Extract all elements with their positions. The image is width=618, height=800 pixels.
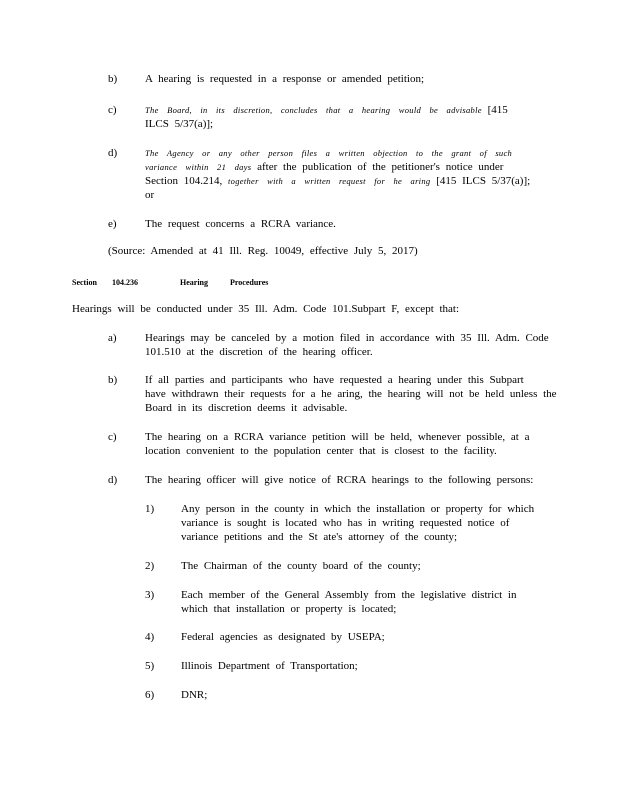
item-label: 1) [145,503,155,515]
source-note: (Source: Amended at 41 Ill. Reg. 10049, effective July 5, 2017) [108,245,418,257]
section-title: Hearing Procedures [180,278,269,287]
item-text: Federal agencies as designated by USEPA; [181,631,385,643]
item-label: e) [108,218,117,230]
intro-paragraph: Hearings will be conducted under 35 Ill. Adm. Code 101.Subpart F, except that: [72,303,460,315]
item-label: 6) [145,689,155,701]
item-label: 2) [145,560,155,572]
item-text: Each member of the General Assembly from the legislative district in which that installation or property is located; [181,589,517,615]
item-text: The Chairman of the county board of the county; [181,560,421,572]
section-label: Section [72,278,97,287]
item-text: The Board, in its discretion, concludes that a hearing would be advisable [415 ILCS 5/37(a)]; [145,104,508,130]
item-text: The request concerns a RCRA variance. [145,218,336,230]
item-label: d) [108,147,118,159]
item-label: b) [108,73,118,85]
item-text: The hearing on a RCRA variance petition will be held, whenever possible, at a location convenient to the population center that is closest to the facility. [145,431,530,457]
item-label: c) [108,104,117,116]
item-text: Any person in the county in which the installation or property for which variance is sought is located who has in writing requested notice of variance petitions and the St ate's attorney of the county; [181,503,535,543]
item-label: 5) [145,660,155,672]
item-label: d) [108,474,118,486]
item-text: If all parties and participants who have requested a hearing under this Subpart have withdrawn their requests for a he aring, the hearing will not be held unless the Board in its discretion deems it advisable. [145,374,557,414]
item-text: A hearing is requested in a response or amended petition; [145,73,425,85]
item-label: 3) [145,589,155,601]
item-label: a) [108,332,117,344]
item-text: Hearings may be canceled by a motion filed in accordance with 35 Ill. Adm. Code 101.510 at the discretion of the hearing officer. [145,332,549,358]
section-number: 104.236 [112,278,138,287]
item-label: b) [108,374,118,386]
item-text: Illinois Department of Transportation; [181,660,358,672]
item-text: The hearing officer will give notice of RCRA hearings to the following persons: [145,474,534,486]
item-label: c) [108,431,117,443]
item-label: 4) [145,631,155,643]
section-heading [72,276,268,290]
item-text: The Agency or any other person files a written objection to the grant of such variance within 21 days after the publication of the petitioner's notice under Section 104.214, together with a written request for he aring [415 ILCS 5/37(a)]; or [145,148,531,201]
item-text: DNR; [181,689,208,701]
